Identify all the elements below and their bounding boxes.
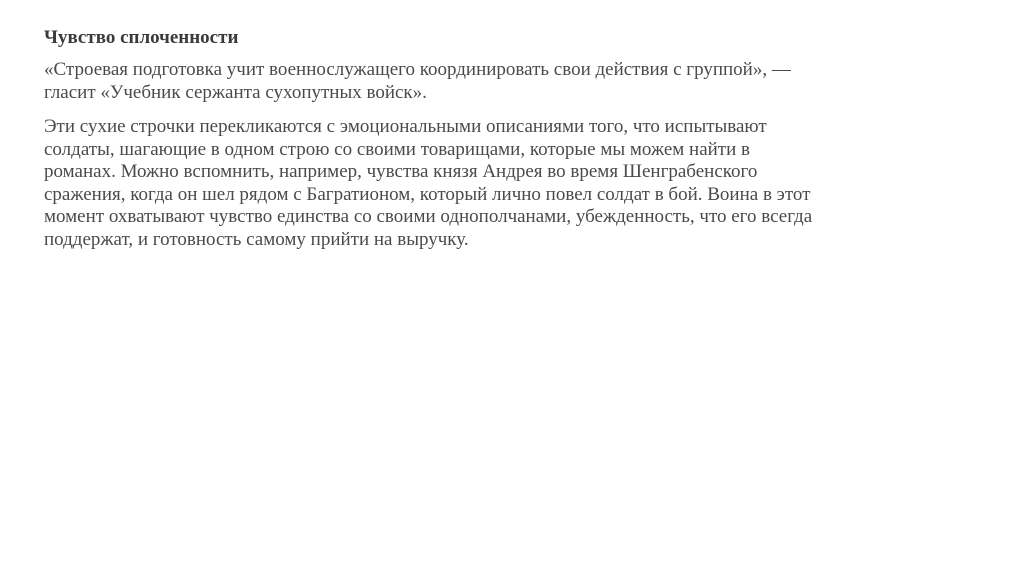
paragraph-line: момент охватывают чувство единства со своими однополчанами, убежденность, что его всегда	[44, 206, 813, 227]
paragraph-line: романах. Можно вспомнить, например, чувства князя Андрея во время Шенграбенского	[44, 161, 758, 182]
paragraph-line: солдаты, шагающие в одном строю со своими товарищами, которые мы можем найти в	[44, 138, 750, 160]
paragraph-line: поддержат, и готовность самому прийти на выручку.	[44, 228, 469, 250]
slide-content	[44, 26, 944, 263]
paragraph-line: «Строевая подготовка учит военнослужащего координировать свои действия с группой», —	[44, 59, 791, 80]
quote-paragraph	[44, 59, 944, 104]
paragraph-line: Эти сухие строчки перекликаются с эмоциональными описаниями того, что испытывают	[44, 116, 767, 137]
slide-heading: Чувство сплоченности	[44, 27, 239, 48]
body-paragraph	[44, 116, 944, 251]
paragraph-line: гласит «Учебник сержанта сухопутных войск».	[44, 81, 427, 103]
paragraph-line: сражения, когда он шел рядом с Багратионом, который лично повел солдат в бой. Воина в этот	[44, 183, 811, 205]
